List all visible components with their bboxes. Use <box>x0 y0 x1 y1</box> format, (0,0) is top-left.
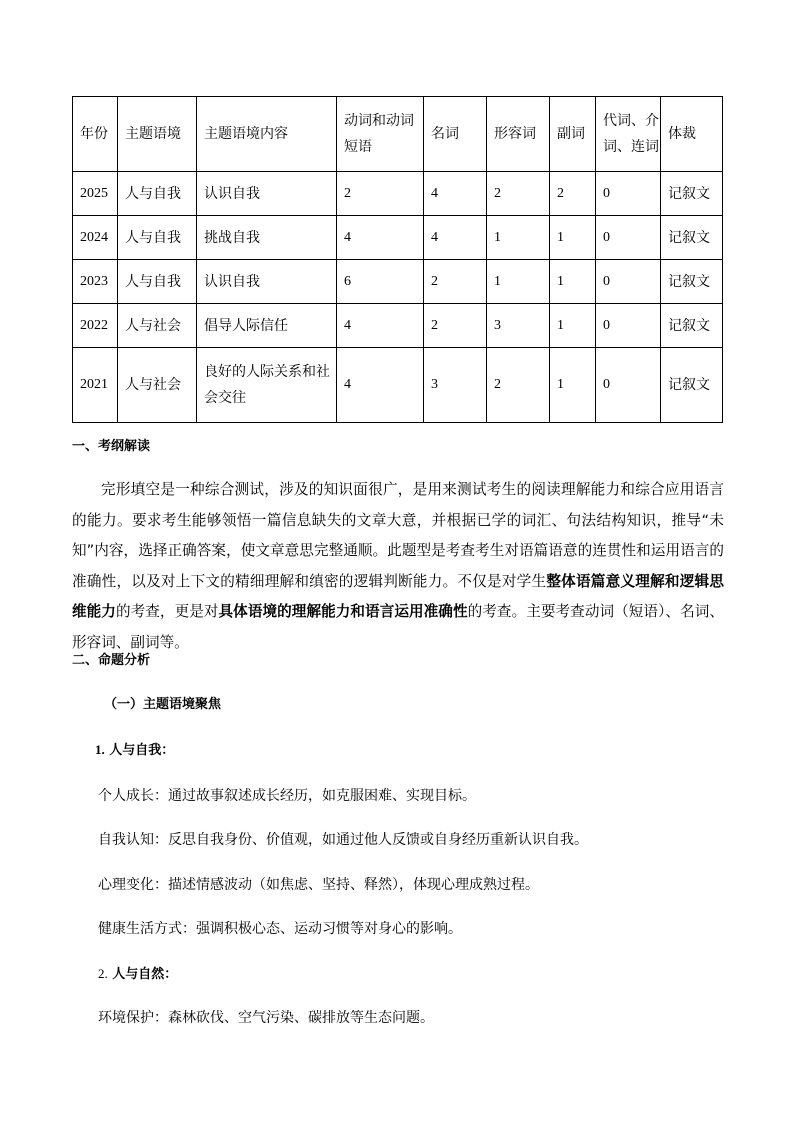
section-heading-exam-outline: 一、考纲解读 <box>72 439 151 454</box>
list-line: 环境保护：森林砍伐、空气污染、碳排放等生态问题。 <box>98 1010 434 1026</box>
table-cell: 记叙文 <box>661 304 723 348</box>
list-line: 个人成长：通过故事叙述成长经历，如克服困难、实现目标。 <box>98 788 476 804</box>
table-cell: 人与社会 <box>118 348 197 423</box>
table-cell: 良好的人际关系和社会交往 <box>197 348 337 423</box>
table-cell: 2 <box>424 260 487 304</box>
section-heading-analysis: 二、命题分析 <box>72 653 151 668</box>
subsection-heading: （一）主题语境聚焦 <box>104 697 222 712</box>
table-row <box>73 172 723 216</box>
table-cell: 0 <box>596 348 661 423</box>
paragraph-text: 完形填空是一种综合测试，涉及的知识面很广，是用来测试考生的阅读理解能力和综合应用语言的能力。要求考生能够领悟一篇信息缺失的文章大意，并根据已学的词汇、句法结构知识，推导“未知”内容，选择正确答案，使文章意思完整通顺。此题型是考查考生对语篇语意的连贯性和运用语言的准确性，以及对上下文的精细理解和缜密的逻辑判断能力。不仅是对学生 <box>72 481 724 590</box>
table-row <box>73 216 723 260</box>
header-cell: 年份 <box>73 97 118 172</box>
table-cell: 2 <box>550 172 596 216</box>
paragraph-bold-text: 整体语篇意义理解和逻辑思维能力 <box>72 572 724 620</box>
table-cell: 4 <box>424 216 487 260</box>
table-cell: 1 <box>550 304 596 348</box>
table-cell: 记叙文 <box>661 172 723 216</box>
item-title: 人与自然： <box>112 967 178 982</box>
list-line: 自我认知：反思自我身份、价值观，如通过他人反馈或自身经历重新认识自我。 <box>98 832 588 848</box>
table-cell: 2 <box>487 172 550 216</box>
table-cell: 2023 <box>73 260 118 304</box>
table-row <box>73 260 723 304</box>
item-title: 人与自我： <box>109 743 175 758</box>
table-cell: 0 <box>596 260 661 304</box>
table-cell: 1 <box>487 216 550 260</box>
table-cell: 认识自我 <box>197 172 337 216</box>
table-cell: 0 <box>596 304 661 348</box>
item-number: 1. <box>95 742 105 757</box>
table-cell: 4 <box>337 348 424 423</box>
header-cell: 主题语境内容 <box>197 97 337 172</box>
table-cell: 0 <box>596 172 661 216</box>
table-cell: 6 <box>337 260 424 304</box>
header-cell: 副词 <box>550 97 596 172</box>
paragraph-bold-text: 具体语境的理解能力和语言运用准确性 <box>218 603 468 620</box>
table-cell: 4 <box>337 304 424 348</box>
table-row <box>73 348 723 423</box>
paragraph-text: 的考查，更是对 <box>115 603 219 620</box>
exam-outline-paragraph <box>72 475 724 658</box>
table-cell: 1 <box>487 260 550 304</box>
table-cell: 2022 <box>73 304 118 348</box>
header-cell: 动词和动词短语 <box>337 97 424 172</box>
paragraph-text: 的考查。主要考查动词（短语）、名词、形容词、副词等。 <box>72 603 724 651</box>
table-cell: 人与自我 <box>118 172 197 216</box>
list-line: 心理变化：描述情感波动（如焦虑、坚持、释然），体现心理成熟过程。 <box>98 877 539 893</box>
table-cell: 记叙文 <box>661 216 723 260</box>
table-cell: 认识自我 <box>197 260 337 304</box>
table-cell: 2 <box>424 304 487 348</box>
table-cell: 人与社会 <box>118 304 197 348</box>
table-cell: 挑战自我 <box>197 216 337 260</box>
table-cell: 1 <box>550 260 596 304</box>
table-row <box>73 304 723 348</box>
table-cell: 4 <box>424 172 487 216</box>
table-cell: 倡导人际信任 <box>197 304 337 348</box>
list-line: 健康生活方式：强调积极心态、运动习惯等对身心的影响。 <box>98 921 462 937</box>
table-cell: 记叙文 <box>661 260 723 304</box>
item-heading <box>95 740 174 761</box>
table-cell: 2 <box>337 172 424 216</box>
header-cell: 形容词 <box>487 97 550 172</box>
table-cell: 4 <box>337 216 424 260</box>
item-heading <box>98 964 177 985</box>
table-cell: 3 <box>487 304 550 348</box>
table-cell: 人与自我 <box>118 216 197 260</box>
table-cell: 人与自我 <box>118 260 197 304</box>
header-cell: 体裁 <box>661 97 723 172</box>
table-cell: 1 <box>550 348 596 423</box>
table-header-row <box>73 97 723 172</box>
header-cell: 主题语境 <box>118 97 197 172</box>
vocab-table <box>72 96 723 423</box>
table-cell: 2024 <box>73 216 118 260</box>
table-cell: 2021 <box>73 348 118 423</box>
table-cell: 记叙文 <box>661 348 723 423</box>
item-number: 2. <box>98 966 108 981</box>
table-cell: 0 <box>596 216 661 260</box>
table-cell: 2025 <box>73 172 118 216</box>
table-cell: 1 <box>550 216 596 260</box>
header-cell: 代词、介词、连词 <box>596 97 661 172</box>
table-cell: 3 <box>424 348 487 423</box>
header-cell: 名词 <box>424 97 487 172</box>
table-cell: 2 <box>487 348 550 423</box>
